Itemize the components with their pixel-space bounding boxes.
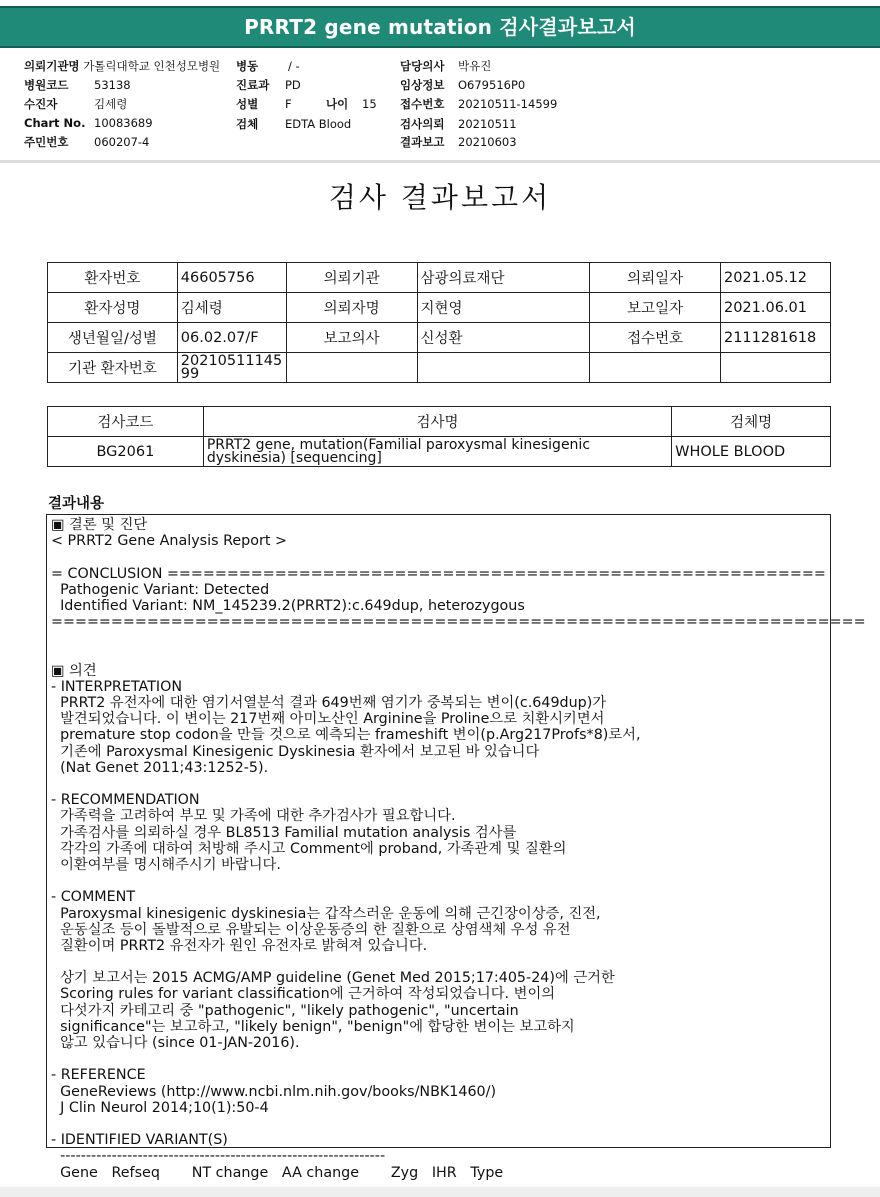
- empty-cell: [720, 353, 830, 383]
- table-row: [48, 353, 831, 383]
- value-cell: 지현영: [417, 293, 590, 323]
- result-line: GeneReviews (http://www.ncbi.nlm.nih.gov/books/NBK1460/): [51, 1083, 497, 1100]
- meta-request-date: 검사의뢰 20210511: [400, 117, 517, 131]
- label-cell: 환자번호: [48, 263, 178, 293]
- label-cell: 의뢰일자: [590, 263, 721, 293]
- result-line: [51, 1116, 826, 1132]
- result-line: PRRT2 유전자에 대한 염기서열분석 결과 649번째 염기가 중복되는 변이(c.649dup)가: [51, 695, 607, 712]
- table-header-row: [48, 407, 831, 437]
- meta-report-date: 결과보고 20210603: [400, 135, 517, 149]
- meta-ward: 병동 / -: [236, 59, 300, 73]
- result-line: [51, 647, 826, 663]
- result-line: [51, 776, 826, 792]
- label-cell: 의뢰자명: [286, 293, 417, 323]
- result-line: Identified Variant: NM_145239.2(PRRT2):c.649dup, heterozygous: [51, 597, 525, 614]
- result-line: J Clin Neurol 2014;10(1):50-4: [51, 1099, 269, 1116]
- value-cell: 김세령: [177, 293, 286, 323]
- result-line: - RECOMMENDATION: [51, 792, 200, 809]
- patient-info-table: [47, 262, 831, 383]
- specimen-cell: WHOLE BLOOD: [672, 437, 831, 467]
- result-line: ▣ 결론 및 진단: [51, 517, 148, 533]
- meta-ordering-institution: 의뢰기관명 가톨릭대학교 인천성모병원: [24, 59, 221, 73]
- label-cell: 보고의사: [286, 323, 417, 353]
- table-row: [48, 323, 831, 353]
- result-line: < PRRT2 Gene Analysis Report >: [51, 533, 287, 550]
- document-title: 검사 결과보고서: [328, 181, 552, 214]
- table-row: [48, 263, 831, 293]
- result-line: premature stop codon을 만들 것으로 예측되는 frameshift 변이(p.Arg217Profs*8)로서,: [51, 727, 641, 744]
- label-cell: 기관 환자번호: [48, 353, 178, 383]
- value-cell: 2021.06.01: [720, 293, 830, 323]
- test-code-cell: BG2061: [48, 437, 204, 467]
- result-line: ---------------------------------------------------------------: [51, 1148, 386, 1165]
- table-row: [48, 437, 831, 467]
- results-text: [51, 517, 866, 1181]
- result-line: - REFERENCE: [51, 1067, 146, 1084]
- report-title: PRRT2 gene mutation 검사결과보고서: [244, 15, 636, 39]
- result-line: 이환여부를 명시해주시기 바랍니다.: [51, 856, 281, 873]
- result-line: 가족검사를 의뢰하실 경우 BL8513 Familial mutation analysis 검사를: [51, 824, 517, 841]
- result-line: ▣ 의견: [51, 662, 97, 679]
- results-section-label: 결과내용: [48, 496, 105, 512]
- meta-department: 진료과 PD: [236, 78, 301, 92]
- result-line: [51, 549, 826, 565]
- label-cell: 의뢰기관: [286, 263, 417, 293]
- value-cell: 46605756: [177, 263, 286, 293]
- result-line: 상기 보고서는 2015 ACMG/AMP guideline (Genet Med 2015;17:405-24)에 근거한: [51, 970, 615, 987]
- value-cell: 20210511145 99: [177, 353, 286, 383]
- result-line: 발견되었습니다. 이 변이는 217번째 아미노산인 Arginine을 Proline으로 치환시키면서: [51, 711, 605, 728]
- test-name-cell: PRRT2 gene, mutation(Familial paroxysmal kinesigenic dyskinesia) [sequencing]: [203, 437, 671, 467]
- result-line: [51, 873, 826, 889]
- label-cell: 환자성명: [48, 293, 178, 323]
- meta-receipt-number: 접수번호 20210511-14599: [400, 97, 558, 111]
- result-line: = CONCLUSION =======================================================: [51, 565, 826, 582]
- result-line: - COMMENT: [51, 889, 136, 906]
- column-header: 검체명: [672, 407, 831, 437]
- column-header: 검사명: [203, 407, 671, 437]
- empty-cell: [417, 353, 590, 383]
- result-line: 가족력을 고려하여 부모 및 가족에 대한 추가검사가 필요합니다.: [51, 808, 456, 825]
- result-line: 다섯가지 카테고리 중 "pathogenic", "likely pathogenic", "uncertain: [51, 1002, 519, 1019]
- label-cell: 접수번호: [590, 323, 721, 353]
- page-bottom-band: [0, 1187, 880, 1197]
- result-line: [51, 1051, 826, 1067]
- value-cell: 2021.05.12: [720, 263, 830, 293]
- meta-resident-number: 주민번호 060207-4: [24, 135, 150, 149]
- label-cell: 보고일자: [590, 293, 721, 323]
- meta-age: 나이 15: [326, 97, 377, 111]
- meta-clinical-info: 임상정보 O679516P0: [400, 78, 526, 92]
- result-line: [51, 630, 826, 646]
- meta-sex: 성별 F: [236, 97, 292, 111]
- meta-attending-physician: 담당의사 박유진: [400, 59, 492, 73]
- report-title-bar: [0, 6, 880, 48]
- empty-cell: [286, 353, 417, 383]
- result-line: significance"는 보고하고, "likely benign", "benign"에 합당한 변이는 보고하지: [51, 1018, 575, 1035]
- meta-examinee: 수진자 김세령: [24, 97, 128, 111]
- result-line: - INTERPRETATION: [51, 678, 183, 695]
- result-line: Gene Refseq NT change AA change Zyg IHR Type: [51, 1164, 504, 1181]
- result-line: 기존에 Paroxysmal Kinesigenic Dyskinesia 환자에서 보고된 바 있습니다: [51, 743, 540, 760]
- header-divider: [0, 160, 880, 163]
- result-line: Scoring rules for variant classification에 근거하여 작성되었습니다. 변이의: [51, 986, 556, 1003]
- test-info-table: [47, 406, 831, 467]
- column-header: 검사코드: [48, 407, 204, 437]
- table-row: [48, 293, 831, 323]
- result-line: Pathogenic Variant: Detected: [51, 581, 270, 598]
- meta-chart-no: Chart No. 10083689: [24, 116, 153, 130]
- value-cell: 2111281618: [720, 323, 830, 353]
- meta-specimen: 검체 EDTA Blood: [236, 117, 352, 131]
- value-cell: 06.02.07/F: [177, 323, 286, 353]
- results-box: [46, 514, 866, 1181]
- result-line: - IDENTIFIED VARIANT(S): [51, 1132, 228, 1149]
- result-line: ====================================================================: [51, 614, 866, 631]
- result-line: 각각의 가족에 대하여 처방해 주시고 Comment에 proband, 가족관계 및 질환의: [51, 840, 567, 857]
- label-cell: 생년월일/성별: [48, 323, 178, 353]
- result-line: 않고 있습니다 (since 01-JAN-2016).: [51, 1035, 300, 1051]
- value-cell: 신성환: [417, 323, 590, 353]
- result-line: 운동실조 등이 돌발적으로 유발되는 이상운동증의 한 질환으로 상염색체 우성 유전: [51, 921, 571, 938]
- empty-cell: [590, 353, 721, 383]
- result-line: 질환이며 PRRT2 유전자가 원인 유전자로 밝혀져 있습니다.: [51, 937, 428, 954]
- result-line: [51, 954, 826, 970]
- meta-hospital-code: 병원코드 53138: [24, 78, 131, 92]
- value-cell: 삼광의료재단: [417, 263, 590, 293]
- result-line: (Nat Genet 2011;43:1252-5).: [51, 759, 269, 776]
- result-line: Paroxysmal kinesigenic dyskinesia는 갑작스러운 운동에 의해 근긴장이상증, 진전,: [51, 905, 601, 922]
